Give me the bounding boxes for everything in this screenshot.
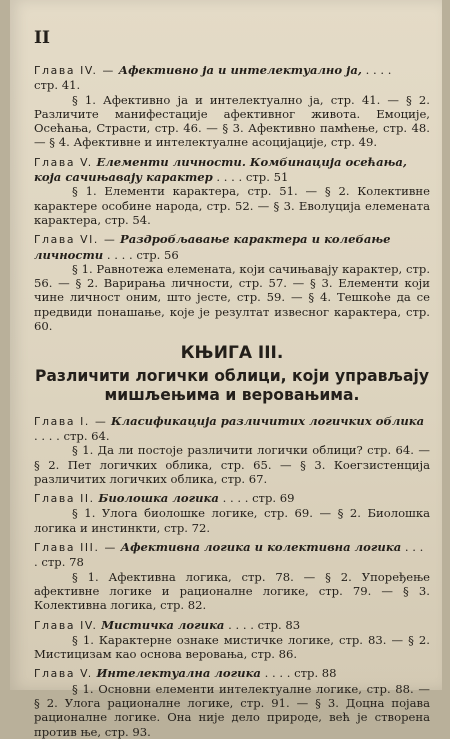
chapter-label: Глава V. <box>34 667 93 681</box>
book-subtitle: Различити логички облици, који управљају мишљењима и веровањима. <box>34 366 429 404</box>
chapter-label: Глава VI. — <box>34 233 117 247</box>
chapter-page: стр. 51 <box>245 170 289 185</box>
section-list: § 1. Основни елементи интелектуалне логике, стр. 88. — § 2. Улога рационалне логике, стр. 91. — § 3. Доцна појава рационалне логике. Она није дело природе, већ је створена против ње, стр. 93. <box>34 681 430 739</box>
chapter-entry: Глава IV. — Афективно ја и интелектуално ја, . . . . стр. 41. <box>34 63 392 93</box>
chapter-label: Глава V. <box>34 155 93 169</box>
chapter-title: Мистичка логика <box>101 617 225 632</box>
chapter-entry: Глава V. Интелектуална логика . . . . стр. 88 <box>34 666 337 681</box>
table-of-contents <box>34 58 430 739</box>
section-list: § 1. Карактерне ознаке мистичке логике, стр. 83. — § 2. Мистицизам као основа веровања, стр. 86. <box>34 632 430 662</box>
section-list: § 1. Афективно ја и интелектуално ја, стр. 41. — § 2. Различите манифестације афективног живота. Емоције, Осећања, Страсти, стр. 46. — § 3. Афективно памћење, стр. 48. — § 4. Афективне и интелектуалне асоцијације, стр. 49. <box>34 92 430 150</box>
chapter-title: Афективна логика и колективна логика <box>120 540 402 555</box>
book-page <box>10 0 442 739</box>
chapter-title: Интелектуална логика <box>96 666 261 681</box>
chapter-entry: Глава VI. — Раздробљавање карактера и колебање личности . . . . стр. 56 <box>34 232 391 262</box>
chapter-label: Глава IV. — <box>34 64 115 77</box>
chapter-page: стр. 83 <box>257 617 301 632</box>
chapter-label: Глава II. <box>34 492 95 506</box>
contents-part-1 <box>34 63 430 333</box>
chapter-label: Глава I. — <box>34 414 108 428</box>
chapter-entry: Глава III. — Афективна логика и колективна логика . . . . стр. 78 <box>34 540 424 570</box>
chapter-label: Глава III. — <box>34 541 117 555</box>
section-list: § 1. Да ли постоје различити логички облици? стр. 64. — § 2. Пет логичких облика, стр. 65. — § 3. Коегзистенција различитих логичких облика, стр. 67. <box>34 443 430 486</box>
chapter-title: Елементи личности. Комбинација осећања, која сачињавају карактер <box>34 154 407 185</box>
book-heading: КЊИГА III. <box>180 343 284 364</box>
chapter-page: стр. 78 <box>41 555 84 570</box>
chapter-label: Глава IV. <box>34 618 98 632</box>
chapter-page: стр. 41. <box>34 78 81 93</box>
chapter-title: Биолошка логика <box>98 491 219 506</box>
chapter-page: стр. 64. <box>63 428 110 443</box>
chapter-entry: Глава II. Биолошка логика . . . . стр. 69 <box>34 491 295 506</box>
chapter-title: Класификација различитих логичких облика <box>111 413 425 428</box>
contents-part-2 <box>34 414 430 739</box>
section-list: § 1. Афективна логика, стр. 78. — § 2. Упоређење афективне логике и рационалне логике, стр. 79. — § 3. Колективна логика, стр. 82. <box>34 569 430 613</box>
section-list: § 1. Улога биолошке логике, стр. 69. — § 2. Биолошка логика и инстинкти, стр. 72. <box>34 506 430 535</box>
chapter-page: стр. 56 <box>136 247 179 262</box>
chapter-title: Раздробљавање карактера и колебање личности <box>34 232 391 262</box>
page-number: II <box>34 28 50 48</box>
section-list: § 1. Равнотежа елемената, који сачињавају карактер, стр. 56. — § 2. Варирања личности, стр. 57. — § 3. Елементи који чине личност оним, што јесте, стр. 59. — § 4. Тешкоће да се предвиди понашање, које је резултат извесног карактера, стр. 60. <box>34 261 430 334</box>
chapter-entry: Глава IV. Мистичка логика . . . . стр. 83 <box>34 617 301 632</box>
chapter-entry: Глава I. — Класификација различитих логичких облика . . . . стр. 64. <box>34 413 425 443</box>
section-list: § 1. Елементи карактера, стр. 51. — § 2. Колективне карактере особине народа, стр. 52. — § 3. Еволуција елемената карактера, стр. 54. <box>34 184 430 227</box>
chapter-page: стр. 88 <box>294 666 337 681</box>
chapter-title: Афективно ја и интелектуално ја, <box>118 63 362 77</box>
chapter-entry: Глава V. Елементи личности. Комбинација осећања, која сачињавају карактер . . . . стр. 51 <box>34 154 407 185</box>
chapter-page: стр. 69 <box>252 491 295 506</box>
